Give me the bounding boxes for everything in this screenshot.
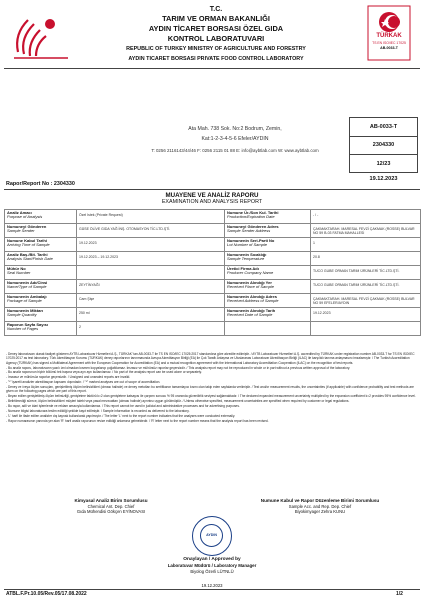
field-value: ÇAKMAKTARAH. MARESAL FEVZİ ÇAKMAK (ROSSE) BULVAR NO 59 EFELER/AYDIN — [311, 294, 421, 308]
field-label — [225, 252, 311, 266]
table-row — [5, 294, 421, 308]
field-label — [225, 224, 311, 238]
field-label-en: Sample Sender Address — [227, 228, 271, 234]
field-value: - / - — [311, 210, 421, 224]
approved-by-role: Laboratuvar Müdürü / Laboratory Manager — [167, 563, 257, 569]
field-label — [225, 280, 311, 294]
lab-seal — [192, 516, 232, 556]
table-row — [5, 266, 421, 280]
ministry-name: TARIM VE ORMAN BAKANLIĞI — [162, 14, 270, 23]
report-date: 19.12.2023 — [369, 176, 398, 182]
note-item: - Deney laboratuvarı olarak faaliyet gösteren AYTB Laboratuvar Hizmetleri A.Ş., TÜRKAK' tan AB-0033-T ile TS EN ISO/IEC 17025:2017 standardına göre akredite edilmiştir. / AYTB Laboratuvar Hizmetleri A.Ş. accredited by TÜRKAK under registration number AB-0033-T for TS EN ISO/IEC 17025:2017 as test laboratory. Türk Akreditasyon Kurumu (TÜRKAK) deney raporlarının tanınmasında Avrupa Akreditasyon Birliği (EA) ile Çok Taraflı Anlaşma ve Uluslararası Laboratuvar Akreditasyon Birliği (ILAC) ile karşılıklı tanıma anlaşmasını imzalamıştır. / The Turkish Accreditation Agency (TÜRKAK) has signed a Multilateral Agreement with the European Cooperation for Accreditation (EA) and a mutual recognition agreement with the International Laboratory Accreditation Cooperation (ILAC) on the recognition of test reports. — [6, 352, 415, 365]
field-label-en: Lot Number of Sample — [227, 242, 268, 248]
field-label — [5, 266, 77, 280]
field-label-en: Received Place of Sample — [227, 284, 274, 290]
field-label-tr: Numune Ür./Son Kul. Tarihi — [227, 209, 279, 215]
field-value: TUCO GUBE ORMAN TARIM ÜRÜNLERİ TİC.LTD.ŞTİ. — [311, 280, 421, 294]
field-label-tr: Üretici Firma Adı — [227, 265, 259, 271]
lab-name-line1: AYDIN TİCARET BORSASI ÖZEL GIDA — [148, 24, 284, 33]
field-label — [225, 294, 311, 308]
field-label-en: Analysis Start/Finish Date — [7, 256, 53, 262]
field-value: 250 ml — [77, 308, 225, 322]
field-label-en: Package of Sample — [7, 298, 42, 304]
turkak-code: AB-0033-T — [380, 46, 398, 50]
signature-right — [245, 498, 395, 515]
field-label — [225, 210, 311, 224]
contact-line: T: 0256 2116143/44/46 F: 0256 2115 01 88 E: info@aybtlab.com W: www.aybtlab.com — [151, 148, 319, 153]
field-label-en: Received Date of Sample — [227, 312, 273, 318]
field-label — [225, 266, 311, 280]
address-line1: Ata Mah. 738 Sok. No:2 Bodrum, Zemin, — [188, 126, 282, 132]
field-value: ZEYTİNYAĞI — [77, 280, 225, 294]
note-item: - Bu rapor, adli ve idari işlemlerde ve reklam amacıyla kullanılamaz. / This report cannot be used in judicial and administrative processes and for advertising purposes. — [6, 404, 240, 409]
field-value: GÜSE ÖLİVE GIDA YAĞ İNŞ. OTOMASYON TİC.LTD.ŞTİ. — [77, 224, 225, 238]
field-label — [5, 210, 77, 224]
field-label-tr: Analiz Amacı — [7, 209, 32, 215]
page-number: 1/2 — [396, 591, 403, 597]
header-divider — [4, 68, 420, 69]
note-item: - Bu analiz raporu, laboratuvarın yazılı izni olmadan kısmen kopyalanıp çoğaltılamaz. İmzasız ve mühürsüz raporlar geçersizdir. / This analysis report may not be reproduced in whole or in part without a previous written approval of the laboratory. — [6, 365, 351, 370]
table-row — [5, 210, 421, 224]
report-no-line: Rapor/Report No : 2304330 — [6, 181, 75, 187]
field-label-tr: Numuneyi Gönderen Adres — [227, 223, 279, 229]
field-label-tr: Numunenin Ambalajı — [7, 293, 47, 299]
seal-text: AYDIN — [206, 533, 217, 537]
field-label-tr: Mühür No — [7, 265, 26, 271]
title-divider — [4, 189, 420, 190]
field-label-tr: Numunenin Sıcaklığı — [227, 251, 267, 257]
field-label — [5, 308, 77, 322]
address-line2: Kat:1-2-3-4-5-6 Efeler/AYDIN — [201, 136, 269, 142]
field-label — [5, 238, 77, 252]
note-item: - Beyan edilen genişletilmiş ölçüm belirsizliği, genişletme faktörü k=2 olan genişletme katsayısı ile çarpımı sonucu % 95 oranında güvenilirlik seviyesi sağlamaktadır. / The declared expanded measurement uncertainty multiplied by the expansion coefficient k=2 provides 95% confidence level. — [6, 394, 416, 399]
turkak-text: TÜRKAK — [376, 33, 402, 39]
report-notes — [6, 352, 419, 424]
field-value: 19.12.2023 — [77, 238, 225, 252]
lab-name-en: AYDIN TICARET BORSASI PRIVATE FOOD CONTROL LABORATORY — [128, 56, 304, 62]
turkak-standard: TS EN ISO/IEC 17025 — [372, 41, 406, 45]
signature-right-title: Numune Kabul ve Rapor Düzenleme Birimi Sorumlusu — [260, 498, 380, 503]
note-item: - İmzasız ve mühürsüz raporlar geçersizdir. / Unsigned and unsealed reports are invalid. — [6, 375, 131, 380]
table-row — [5, 238, 421, 252]
field-label-tr: Numuneyi Gönderen — [7, 223, 47, 229]
lab-name-line2: KONTROL LABORATUVARI — [167, 34, 265, 43]
ministry-logo — [6, 4, 76, 62]
report-id-box — [349, 117, 418, 173]
footer-divider — [4, 589, 420, 590]
signature-right-role: Sample Acc. and Rep. Dep. Chief — [288, 503, 352, 509]
field-label-en: Production/Expiration Date — [227, 214, 275, 220]
table-row — [5, 322, 421, 336]
field-label-en: Received Address of Sample — [227, 298, 279, 304]
report-title-en: EXAMINATION AND ANALYSIS REPORT — [161, 199, 263, 205]
field-label-en: Purpose of Analysis — [7, 214, 43, 220]
report-title: MUAYENE VE ANALİZ RAPORU — [165, 192, 259, 199]
field-label-tr: Raporun Sayfa Sayısı — [7, 321, 48, 327]
signature-center — [137, 557, 287, 589]
note-item: - "*" işaretli analizler akreditasyon kapsamı dışındadır. / "*" marked analyses are out of scope of accreditation. — [6, 380, 161, 385]
note-item: - Bu analiz raporunun hiçbir bölümü tek başına veya ayrı ayrı kullanılamaz. / No part of the analysis report can be used alone or separately. — [6, 370, 202, 375]
field-label-tr: Numunenin Adı/Cinsi — [7, 279, 48, 285]
field-value — [77, 266, 225, 280]
field-label-tr: Numunenin Seri-Parti No — [227, 237, 275, 243]
field-label — [5, 224, 77, 238]
ministry-name-en: REPUBLIC OF TURKEY MINISTRY OF AGRICULTURE AND FORESTRY — [126, 46, 306, 52]
field-label-en: Sample Temperature — [227, 256, 265, 262]
field-value: TUCO GUBE ORMAN TARIM ÜRÜNLERİ TİC.LTD.ŞTİ. — [311, 266, 421, 280]
table-row — [5, 224, 421, 238]
note-item: - Deney ve /veya ölçüm sonuçları, genişletilmiş ölçüm belirsizlikleri (olması halinde) ve deney metotları bu sertifikanın tamamlayıcı kısmı olan takip eden sayfalarda verilmiştir. / Test and/or measurement results, the uncertainties (if applicable) with confidence probability and test methods are given on the following pages which are part of this report. — [6, 385, 414, 394]
field-value: 1 — [311, 238, 421, 252]
field-value: 19.12.2023 — [311, 308, 421, 322]
signature-left — [36, 498, 186, 515]
approval-date: 19.12.2023 — [201, 583, 223, 589]
note-item: - Numune bilgisi laboratuvara teslim edildiği şekilde kayıt edilmiştir. / Sample information is recorded as delivered to the laboratory. — [6, 409, 190, 414]
field-label-tr: Numune Kabul Tarihi — [7, 237, 47, 243]
field-label — [225, 308, 311, 322]
field-value: Özel Istek (Private Request) — [77, 210, 225, 224]
field-label-en: Name/Type of Sample — [7, 284, 47, 290]
report-period: 12/23 — [376, 161, 391, 168]
table-row — [5, 308, 421, 322]
field-label-en: Sample Sender — [7, 228, 35, 234]
signature-left-title: Kimyasal Analiz Birim Sorumlusu — [74, 498, 148, 503]
field-label-tr: Numunenin Alındığı Yer — [227, 279, 272, 285]
tc-label: T.C. — [209, 6, 223, 13]
field-label-tr: Numunenin Alındığı Adres — [227, 293, 277, 299]
field-label — [5, 294, 77, 308]
field-label — [5, 322, 77, 336]
field-label-tr: Numunenin Alındığı Tarih — [227, 307, 276, 313]
signature-left-name: Gıda Mühendisi Gökçen EYİNOVASI — [76, 509, 146, 515]
field-label-en: Seal Number — [7, 270, 31, 276]
note-item: - Belirtilmediği sürece, ölçüm belirsizlikleri müşteri talebi veya yasal mevzuattan (olması halinde) ayrıntısı uygun görülmüştür. / Unless otherwise specified, measurement uncertainties are specified when required by customer or legal regulations. — [6, 399, 350, 404]
signature-right-name: Biyokimyager Zehra KUNU — [294, 509, 346, 515]
field-label-en: Producer Company Name — [227, 270, 274, 276]
field-value: 2 — [77, 322, 225, 336]
field-label — [5, 252, 77, 266]
field-label — [5, 280, 77, 294]
field-value: Cam Şişe — [77, 294, 225, 308]
field-label-tr: Numunenin Miktarı — [7, 307, 44, 313]
field-label — [225, 238, 311, 252]
form-code: ATBL.F.Pr.10.05/Rev.05/17.08.2022 — [6, 591, 87, 597]
approved-by-name: Biyolog Özerli LÜTNLÜ — [190, 568, 234, 574]
approved-by-label: Onaylayan / Approved by — [183, 557, 241, 562]
sample-info-table — [4, 209, 421, 336]
field-value: 20.8 — [311, 252, 421, 266]
field-label-en: Sample Quantity — [7, 312, 37, 318]
field-label-en: Number of Pages — [7, 326, 39, 332]
field-label — [225, 322, 311, 336]
field-value: 19.12.2023 – 19.12.2023 — [77, 252, 225, 266]
note-item: - Rapor numarasının yanında yer alan 'R' harfi analiz raporunun revize edildiği anlamına gelmektedir. / 'R' letter next to the report number means that the analysis report has been revised. — [6, 418, 269, 423]
report-number: 2304330 — [350, 137, 417, 156]
field-label-en: Arriving Time of Sample — [7, 242, 50, 248]
note-item: - 'L' harfi ile ifade edilen analizler dış kaynak kullanılarak yapılmıştır. / The letter 'L' next to the report number indicates that the analyses were conducted externally. — [6, 414, 236, 418]
signature-left-role: Chemical Ant. Dep. Chief — [87, 503, 135, 509]
table-row — [5, 280, 421, 294]
accreditation-number: AB-0033-T — [350, 118, 417, 137]
field-value: ÇAKMAKTARAH. MARESAL FEVZİ ÇAKMAK (ROSSE) BULVAR NO 59 B-03 FATMA MAHALLESİ — [311, 224, 421, 238]
table-row — [5, 252, 421, 266]
field-label-tr: Analiz Baş./Bit. Tarihi — [7, 251, 48, 257]
field-value — [311, 322, 421, 336]
